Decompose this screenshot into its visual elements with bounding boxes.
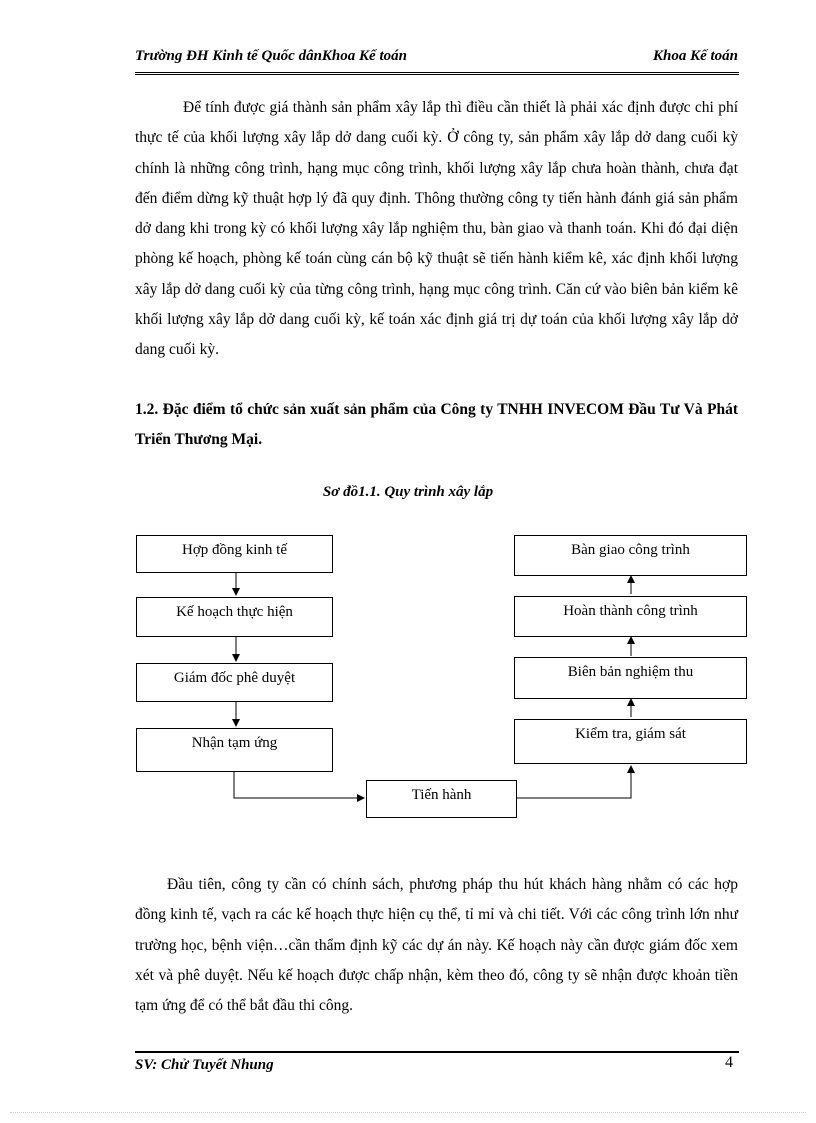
page-edge-divider: [10, 1112, 806, 1113]
step-economic-contract: Hợp đồng kinh tế: [136, 535, 333, 573]
diagram-caption: Sơ đồ1.1. Quy trình xây lắp: [322, 484, 494, 500]
footer-student-name: SV: Chử Tuyết Nhung: [135, 1057, 274, 1073]
arrow-advance-to-execution: [234, 772, 364, 798]
footer-rule: [135, 1051, 739, 1053]
step-project-completion: Hoàn thành công trình: [514, 596, 747, 637]
header-department: Khoa Kế toán: [652, 48, 738, 64]
step-implementation-plan: Kế hoạch thực hiện: [136, 597, 333, 637]
step-project-handover: Bàn giao công trình: [514, 535, 747, 576]
paragraph-1: Để tính được giá thành sản phẩm xây lắp thì điều cần thiết là phải xác định được chi phí thực tế của khối lượng xây lắp dở dang cuối kỳ. Ở công ty, sản phẩm xây lắp dở dang cuối kỳ chính là những công trình, hạng mục công trình, khối lượng xây lắp chưa hoàn thành, chưa đạt đến điểm dừng kỹ thuật hợp lý đã quy định. Thông thường công ty tiến hành đánh giá sản phẩm dở dang khi trong kỳ có khối lượng xây lắp nghiệm thu, bàn giao và thanh toán. Khi đó đại diện phòng kế hoạch, phòng kế toán cùng cán bộ kỹ thuật sẽ tiến hành kiểm kê, xác định khối lượng xây lắp dở dang cuối kỳ của từng công trình, hạng mục công trình. Căn cứ vào biên bản kiểm kê khối lượng xây lắp dở dang cuối kỳ, kế toán xác định giá trị dự toán của khối lượng xây lắp dở dang cuối kỳ.: [135, 99, 738, 359]
step-inspection-supervision: Kiểm tra, giám sát: [514, 719, 747, 764]
arrow-execution-to-inspection: [517, 766, 631, 798]
section-heading: 1.2. Đặc điểm tổ chức sản xuất sản phẩm của Công ty TNHH INVECOM Đầu Tư Và Phát Triển Thương Mại.: [135, 401, 738, 449]
paragraph-2: Đầu tiên, công ty cần có chính sách, phương pháp thu hút khách hàng nhằm có các hợp đồng kinh tế, vạch ra các kế hoạch thực hiện cụ thể, tỉ mỉ và chi tiết. Với các công trình lớn như trường học, bệnh viện…cần thẩm định kỹ các dự án này. Kế hoạch này cần được giám đốc xem xét và phê duyệt. Nếu kế hoạch được chấp nhận, kèm theo đó, công ty sẽ nhận được khoản tiền tạm ứng để có thể bắt đầu thi công.: [135, 876, 738, 1015]
page-number: 4: [725, 1054, 733, 1071]
header-school: Trường ĐH Kinh tế Quốc dânKhoa Kế toán: [135, 48, 407, 64]
step-director-approval: Giám đốc phê duyệt: [136, 663, 333, 702]
step-acceptance-record: Biên bản nghiệm thu: [514, 657, 747, 699]
step-receive-advance: Nhận tạm ứng: [136, 728, 333, 772]
step-execution: Tiến hành: [366, 780, 517, 818]
